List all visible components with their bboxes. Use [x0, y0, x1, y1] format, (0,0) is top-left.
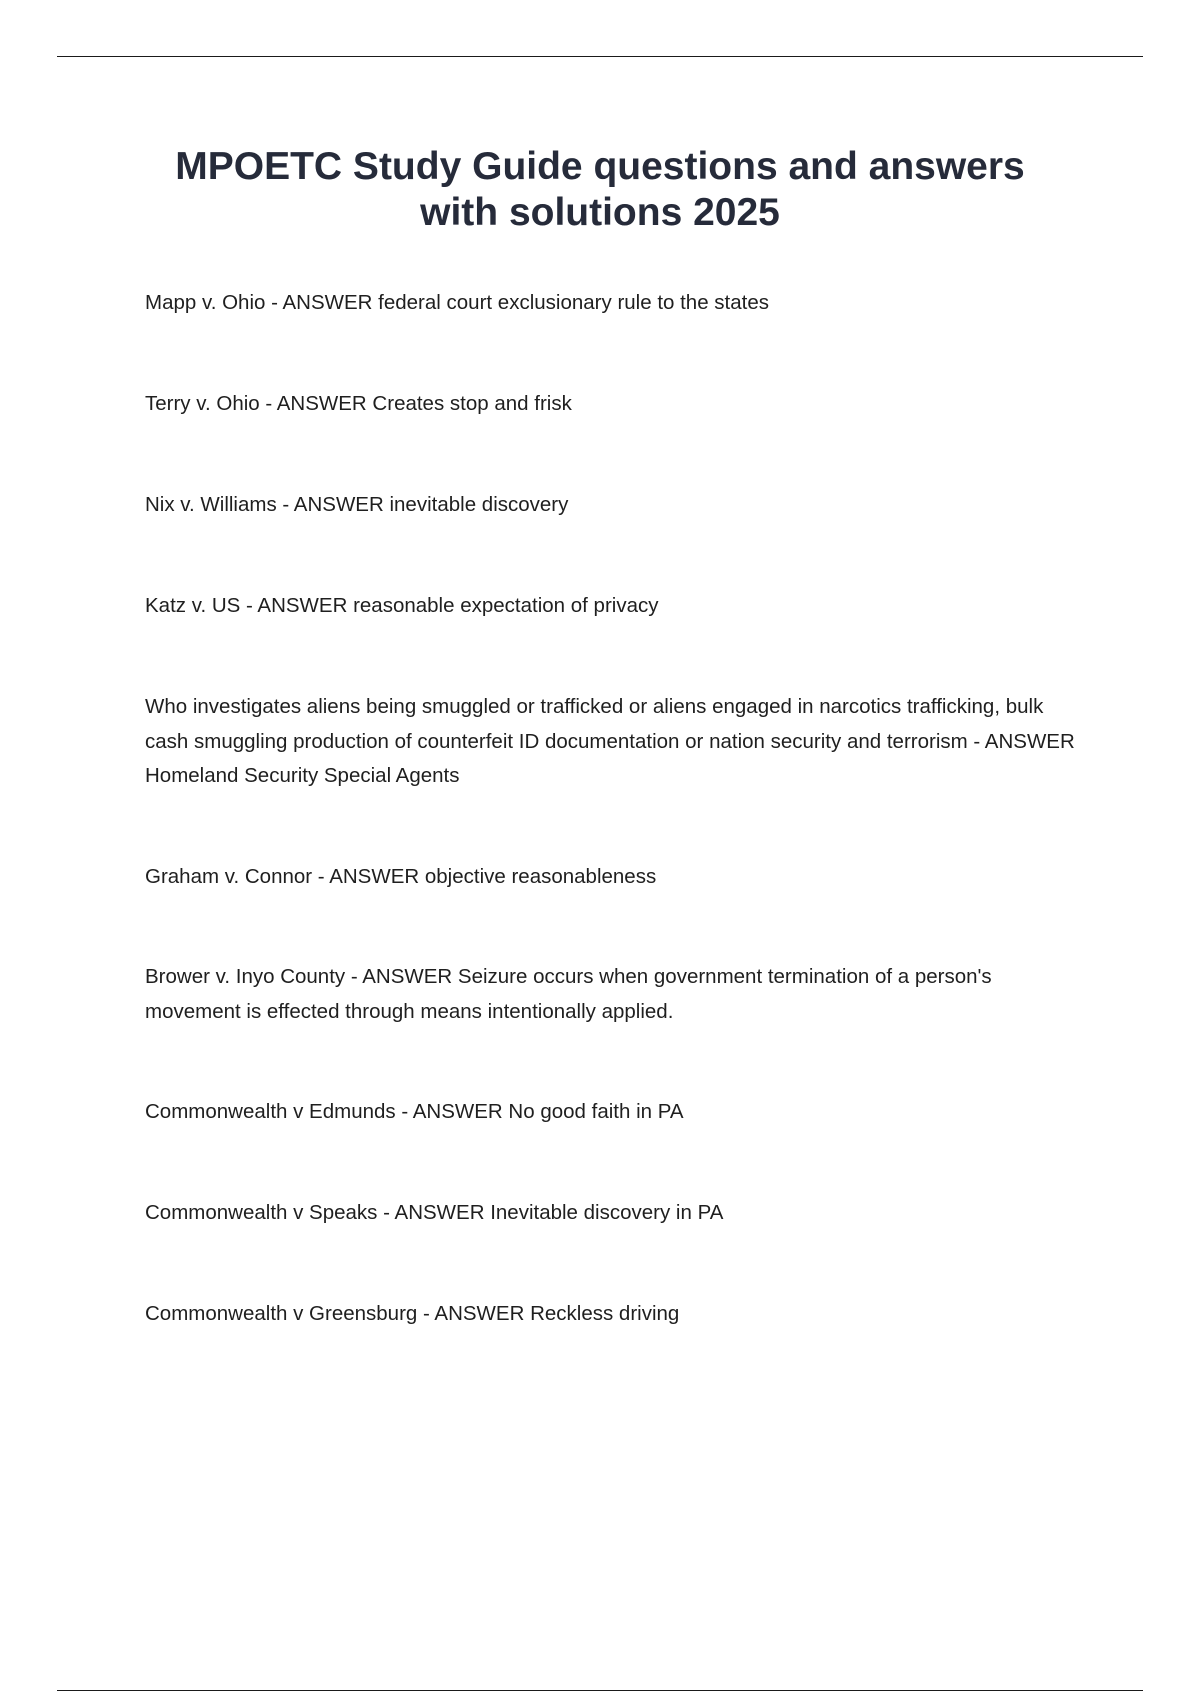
qa-item: Katz v. US - ANSWER reasonable expectation of privacy: [145, 594, 659, 617]
qa-item: Mapp v. Ohio - ANSWER federal court exclusionary rule to the states: [145, 291, 769, 314]
qa-item: Terry v. Ohio - ANSWER Creates stop and frisk: [145, 392, 572, 415]
bottom-rule: [57, 1690, 1143, 1691]
qa-item: Commonwealth v Edmunds - ANSWER No good faith in PA: [145, 1100, 684, 1123]
title-line-1: MPOETC Study Guide questions and answers: [175, 145, 1025, 188]
qa-item: Nix v. Williams - ANSWER inevitable discovery: [145, 493, 569, 516]
qa-item: Commonwealth v Greensburg - ANSWER Reckless driving: [145, 1302, 680, 1325]
qa-item: Brower v. Inyo County - ANSWER Seizure occurs when government termination of a person's movement is effected through means intentionally applied.: [145, 965, 992, 1023]
qa-item: Graham v. Connor - ANSWER objective reasonableness: [145, 865, 657, 888]
title-line-2: with solutions 2025: [420, 191, 780, 234]
qa-item: Commonwealth v Speaks - ANSWER Inevitable discovery in PA: [145, 1201, 724, 1224]
qa-item: Who investigates aliens being smuggled or trafficked or aliens engaged in narcotics trafficking, bulk cash smuggling production of counterfeit ID documentation or nation security and terrorism - ANSWER Homeland Security Special Agents: [145, 695, 1075, 787]
